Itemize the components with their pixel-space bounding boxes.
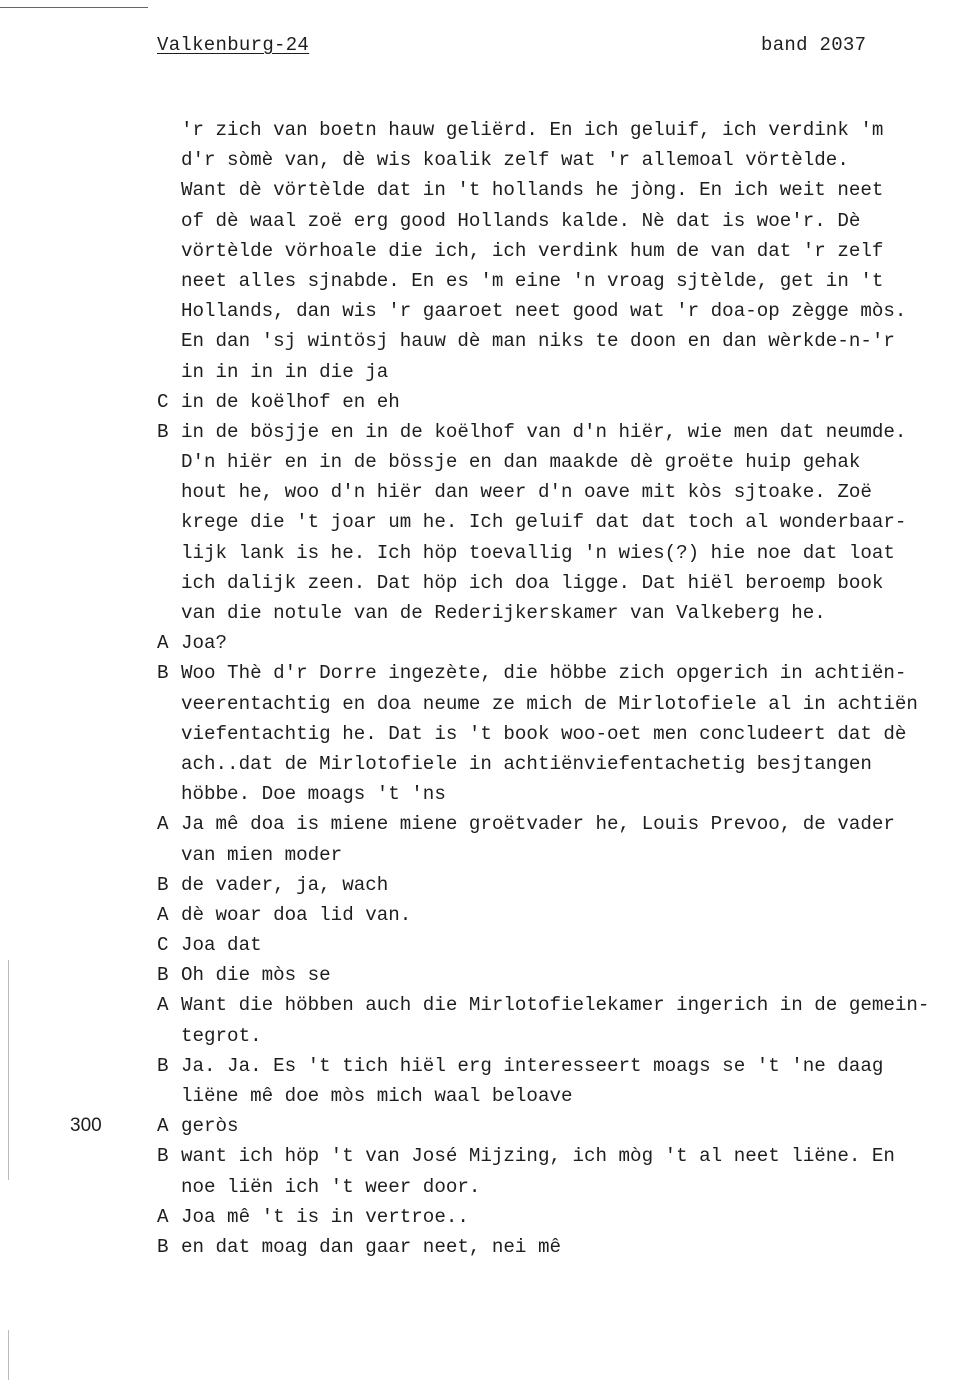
line-text: Joa?: [181, 632, 228, 655]
transcript-line: [157, 930, 967, 960]
speaker-label: A: [157, 994, 169, 1017]
speaker-label: B: [157, 1054, 169, 1077]
transcript-line: [157, 628, 967, 658]
header-location: Valkenburg-24: [157, 34, 310, 56]
line-text: van die notule van de Rederijkerskamer van Valkeberg he.: [181, 602, 826, 624]
speaker-label: B: [157, 964, 169, 987]
speaker-label: B: [157, 420, 169, 443]
transcript-line: [157, 658, 967, 688]
line-text: in in in in die ja: [181, 360, 389, 383]
speaker-label: A: [157, 1115, 169, 1138]
line-text: Joa mê 't is in vertroe..: [181, 1205, 469, 1228]
line-text: En dan 'sj wintösj hauw dè man niks te doon en dan wèrkde-n-'r: [181, 330, 895, 353]
transcript-line: [157, 598, 967, 628]
transcript-line: [157, 145, 967, 175]
transcript-line: [157, 477, 967, 507]
line-text: in de koëlhof en eh: [181, 390, 400, 413]
line-text: hout he, woo d'n hiër dan weer d'n oave mit kòs sjtoake. Zoë: [181, 481, 872, 504]
line-text: Want dè vörtèlde dat in 't hollands he jòng. En ich weit neet: [181, 179, 884, 202]
transcript-line: [157, 387, 967, 417]
transcript-line: [157, 1081, 967, 1111]
line-text: tegrot.: [181, 1024, 262, 1047]
line-text: Oh die mòs se: [181, 964, 331, 987]
margin-mark: [8, 960, 9, 1180]
transcript-line: [157, 326, 967, 356]
transcript-line: [157, 990, 967, 1020]
speaker-label: B: [157, 662, 169, 685]
speaker-label: B: [157, 1145, 169, 1168]
speaker-label: A: [157, 632, 169, 655]
line-text: lijk lank is he. Ich höp toevallig 'n wies(?) hie noe dat loat: [181, 541, 895, 564]
transcript-line: [157, 236, 967, 266]
line-text: noe liën ich 't weer door.: [181, 1175, 481, 1198]
line-text: veerentachtig en doa neume ze mich de Mirlotofiele al in achtiën: [181, 692, 918, 715]
line-text: höbbe. Doe moags 't 'ns: [181, 783, 446, 806]
line-text: Joa dat: [181, 934, 262, 957]
line-text: Woo Thè d'r Dorre ingezète, die höbbe zich opgerich in achtiën-: [181, 662, 907, 685]
transcript-line: [157, 206, 967, 236]
transcript-line: [157, 1172, 967, 1202]
transcript-line: [157, 538, 967, 568]
transcript-line: [157, 357, 967, 387]
line-text: viefentachtig he. Dat is 't book woo-oet men concludeert dat dè: [181, 722, 907, 745]
transcript-line: [157, 1051, 967, 1081]
speaker-label: B: [157, 873, 169, 896]
line-text: Ja mê doa is miene miene groëtvader he, Louis Prevoo, de vader: [181, 813, 895, 836]
header-tape-number: band 2037: [761, 34, 867, 56]
transcript-line: [157, 689, 967, 719]
transcript-line: [157, 870, 967, 900]
transcript-body: [70, 115, 967, 1262]
line-text: van mien moder: [181, 843, 343, 866]
transcript-line: [157, 960, 967, 990]
line-text: liëne mê doe mòs mich waal beloave: [181, 1085, 573, 1107]
transcript-line: [157, 507, 967, 537]
line-text: want ich höp 't van José Mijzing, ich mòg 't al neet liëne. En: [181, 1145, 895, 1168]
speaker-label: A: [157, 1205, 169, 1228]
margin-mark: [8, 1330, 9, 1380]
line-text: 'r zich van boetn hauw geliërd. En ich geluif, ich verdink 'm: [181, 119, 884, 141]
transcript-line: [157, 296, 967, 326]
transcript-line: [157, 840, 967, 870]
transcript-line: [157, 900, 967, 930]
speaker-label: A: [157, 813, 169, 836]
line-text: d'r sòmè van, dè wis koalik zelf wat 'r allemoal vörtèlde.: [181, 149, 849, 172]
transcript-line: [157, 1232, 967, 1262]
transcript-line: [157, 1202, 967, 1232]
line-text: Hollands, dan wis 'r gaaroet neet good wat 'r doa-op zègge mòs.: [181, 300, 907, 323]
transcript-line: [157, 417, 967, 447]
line-text: Want die höbben auch die Mirlotofielekamer ingerich in de gemein-: [181, 994, 930, 1017]
transcript-line: [157, 719, 967, 749]
line-text: in de bösjje en in de koëlhof van d'n hiër, wie men dat neumde.: [181, 420, 907, 443]
transcript-line: [157, 115, 967, 145]
line-text: ich dalijk zeen. Dat höp ich doa ligge. Dat hiël beroemp book: [181, 571, 884, 594]
line-text: neet alles sjnabde. En es 'm eine 'n vroag sjtèlde, get in 't: [181, 269, 884, 292]
speaker-label: B: [157, 1235, 169, 1258]
transcript-line: [157, 568, 967, 598]
transcript-line: [70, 1111, 967, 1141]
transcript-line: [157, 809, 967, 839]
transcript-line: [157, 266, 967, 296]
line-text: en dat moag dan gaar neet, nei mê: [181, 1235, 561, 1258]
line-text: vörtèlde vörhoale die ich, ich verdink hum de van dat 'r zelf: [181, 239, 884, 262]
transcript-line: [157, 1021, 967, 1051]
line-text: krege die 't joar um he. Ich geluif dat dat toch al wonderbaar-: [181, 511, 907, 534]
line-text: dè woar doa lid van.: [181, 903, 412, 926]
line-text: de vader, ja, wach: [181, 873, 389, 896]
margin-line-number: 300: [70, 1115, 102, 1137]
transcript-line: [157, 447, 967, 477]
speaker-label: C: [157, 934, 169, 957]
line-text: ach..dat de Mirlotofiele in achtiënviefentachetig besjtangen: [181, 752, 872, 775]
top-rule: [0, 7, 148, 8]
transcript-line: [157, 175, 967, 205]
speaker-label: C: [157, 390, 169, 413]
transcript-line: [157, 779, 967, 809]
line-text: of dè waal zoë erg good Hollands kalde. Nè dat is woe'r. Dè: [181, 209, 861, 232]
line-text: geròs: [181, 1115, 239, 1138]
line-text: D'n hiër en in de bössje en dan maakde dè groëte huip gehak: [181, 451, 861, 474]
transcript-line: [157, 749, 967, 779]
speaker-label: A: [157, 903, 169, 926]
transcript-line: [157, 1141, 967, 1171]
line-text: Ja. Ja. Es 't tich hiël erg interesseert moags se 't 'ne daag: [181, 1054, 884, 1077]
